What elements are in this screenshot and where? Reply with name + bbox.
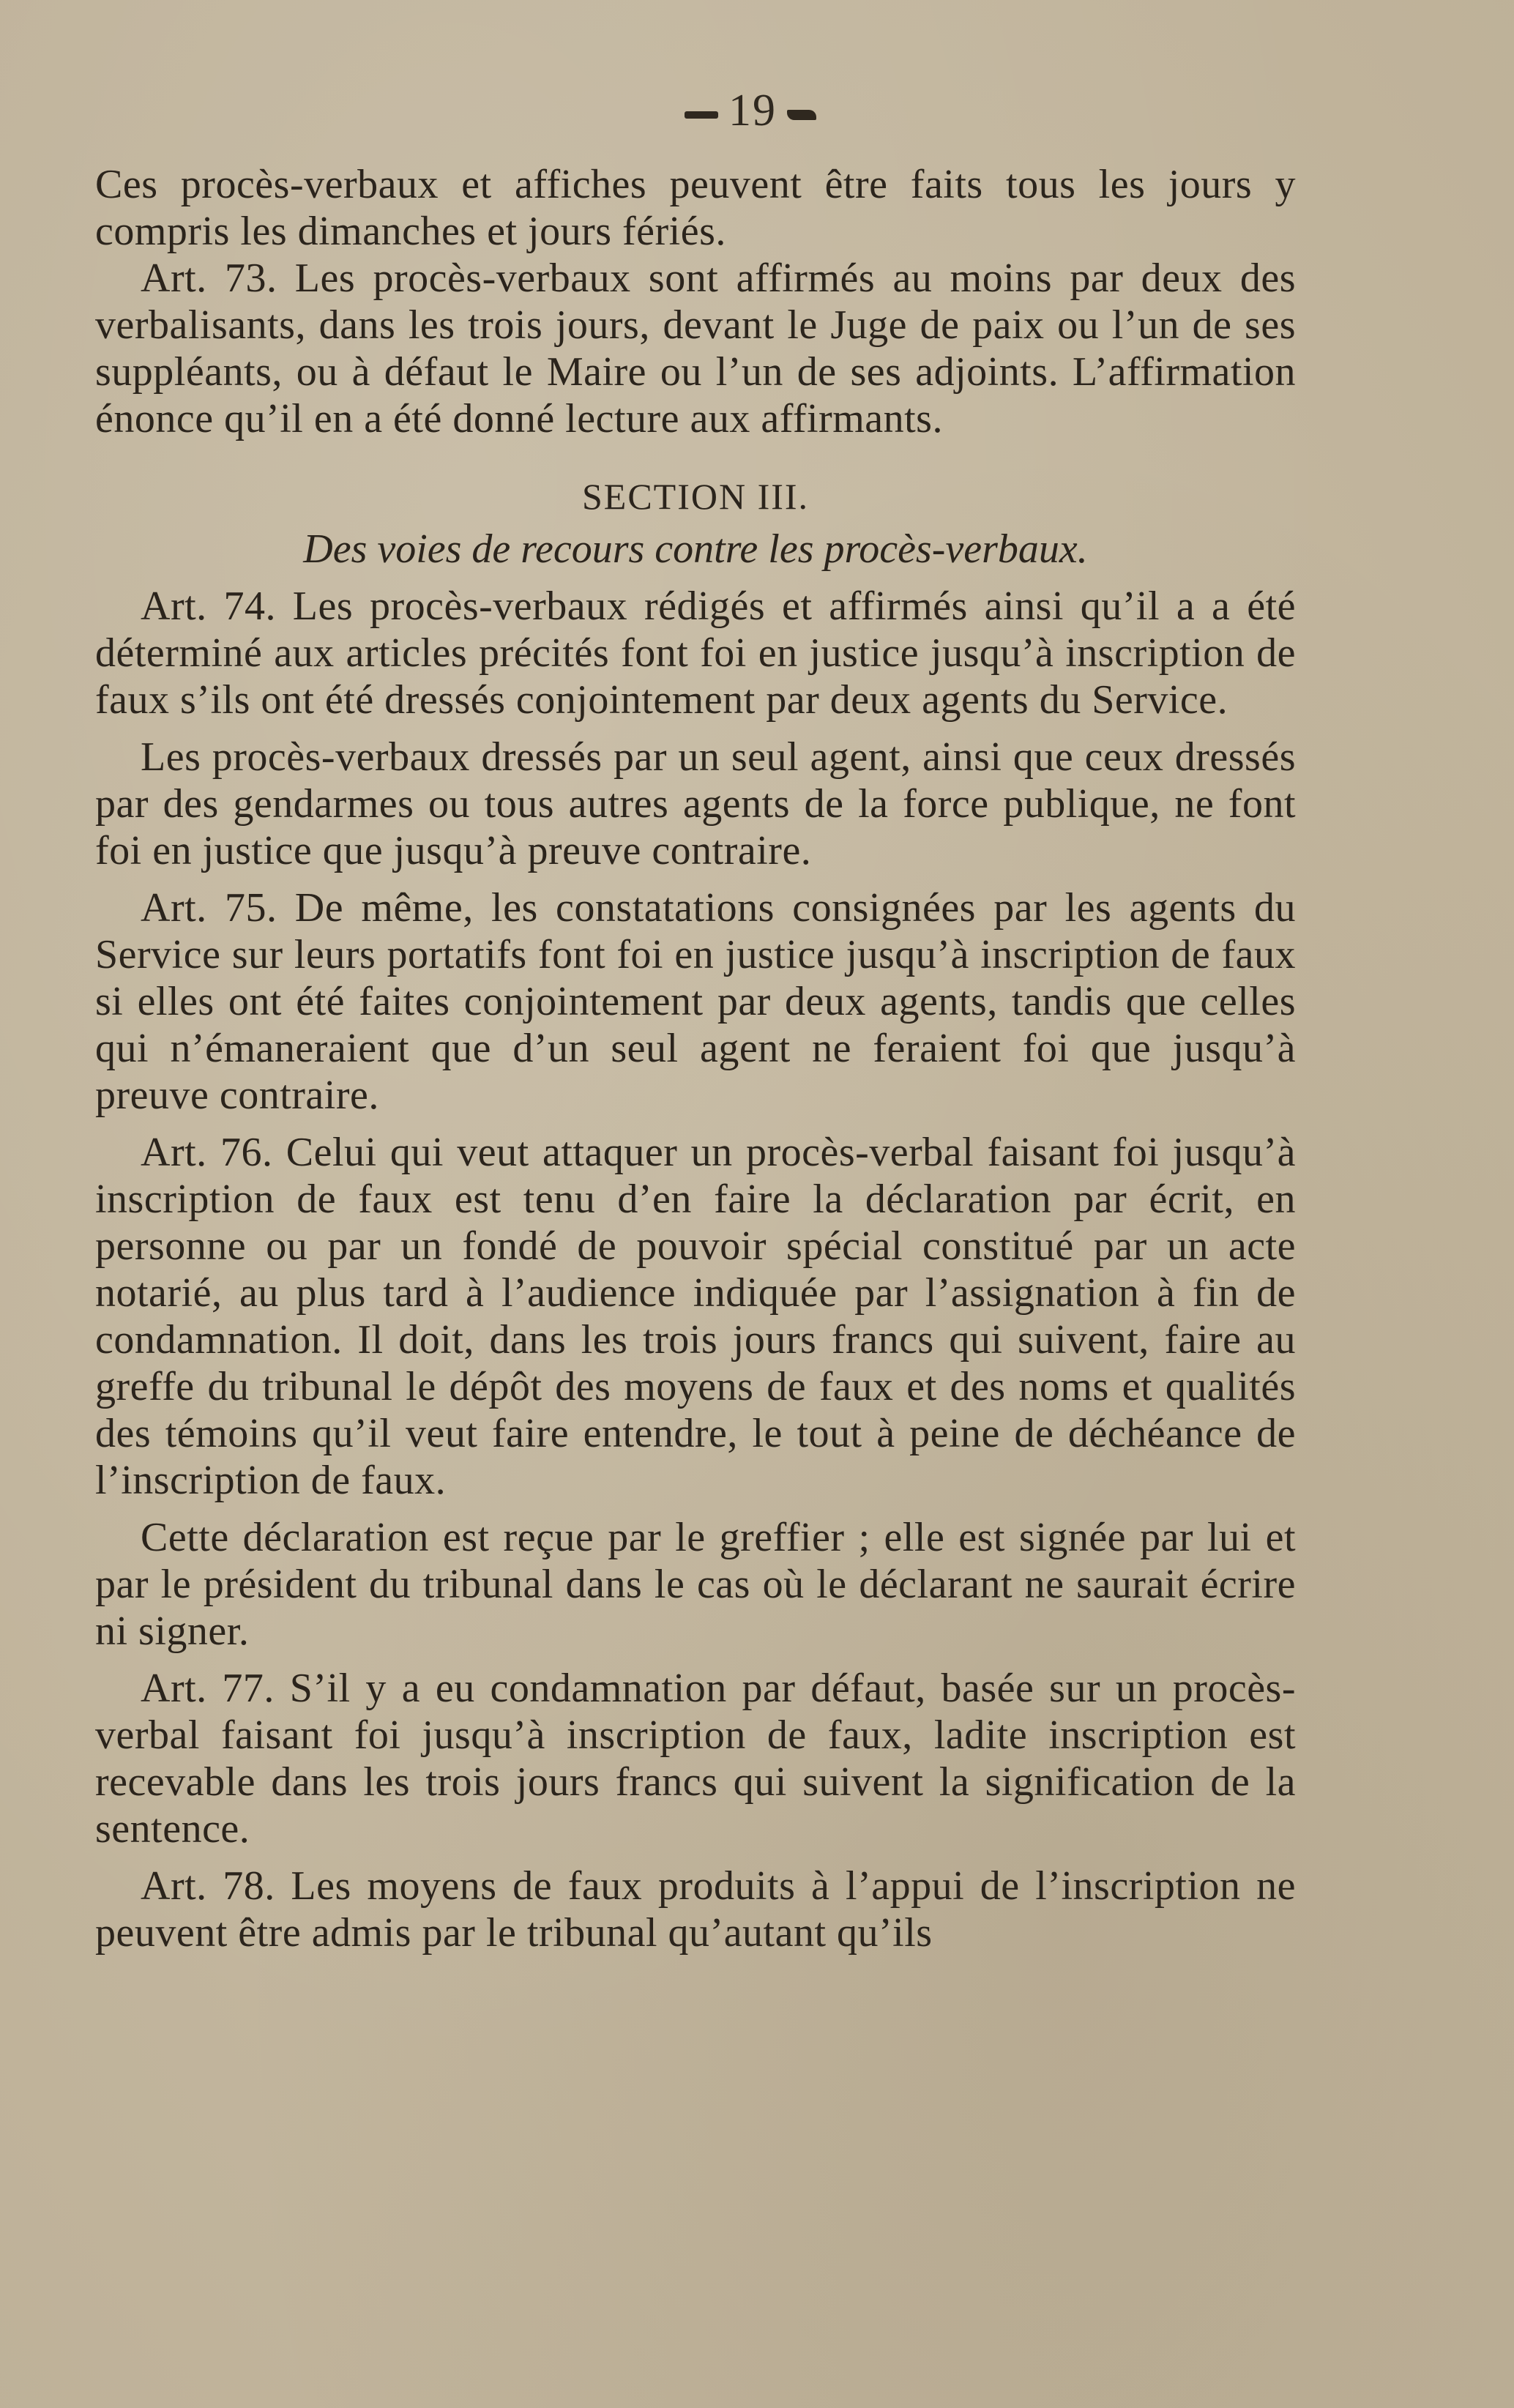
paragraph-art-74: Art. 74. Les procès-verbaux rédigés et affirmés ainsi qu’il a a été déterminé aux articles précités font foi en justice jusqu’à inscription de faux s’ils ont été dressés conjointement par deux agents du Service. [95,584,1296,723]
paragraph-art-73: Art. 73. Les procès-verbaux sont affirmés au moins par deux des verbalisants, dans les trois jours, devant le Juge de paix ou l’un de ses suppléants, ou à défaut le Maire ou l’un de ses adjoints. L’affirmation énonce qu’il en a été donné lecture aux affirmants. [95,256,1296,441]
spacer [95,1655,1296,1665]
spacer [95,874,1296,884]
paragraph-intro: Ces procès-verbaux et affiches peuvent être faits tous les jours y compris les dimanches et jours fériés. [95,162,1296,254]
page-number-header [205,88,1296,133]
paragraph-art-76: Art. 76. Celui qui veut attaquer un procès-verbal faisant foi jusqu’à inscription de faux est tenu d’en faire la déclaration par écrit, en personne ou par un fondé de pouvoir spécial constitué par un acte notarié, au plus tard à l’audience indiquée par l’assignation à fin de condamnation. Il doit, dans les trois jours francs qui suivent, faire au greffe du tribunal le dépôt des moyens de faux et des noms et qualités des témoins qu’il veut faire entendre, le tout à peine de déchéance de l’inscription de faux. [95,1130,1296,1503]
spacer [95,723,1296,734]
paragraph-art-78: Art. 78. Les moyens de faux produits à l’appui de l’inscription ne peuvent être admis par le tribunal qu’autant qu’ils [95,1863,1296,1956]
ornament-right-icon [787,110,816,120]
spacer [95,1852,1296,1863]
paragraph-art-75: Art. 75. De même, les constatations consignées par les agents du Service sur leurs portatifs font foi en justice jusqu’à inscription de faux si elles ont été faites conjointement par deux agents, tandis que celles qui n’émaneraient que d’un seul agent ne feraient foi que jusqu’à preuve contraire. [95,885,1296,1118]
paragraph-art-77: Art. 77. S’il y a eu condamnation par défaut, basée sur un procès-verbal faisant foi jusqu’à inscription de faux, ladite inscription est recevable dans les trois jours francs qui suivent la signification de la sentence. [95,1666,1296,1852]
spacer [95,1504,1296,1514]
page-content [95,88,1296,2065]
ornament-left-icon [685,111,718,119]
paragraph-art-76-cont: Cette déclaration est reçue par le greffier ; elle est signée par lui et par le président du tribunal dans le cas où le déclarant ne saurait écrire ni signer. [95,1515,1296,1654]
spacer [95,1119,1296,1129]
page-number: 19 [728,86,777,135]
section-heading: SECTION III. [581,476,810,517]
section-subtitle: Des voies de recours contre les procès-verbaux. [303,526,1088,572]
paragraph-art-74-cont: Les procès-verbaux dressés par un seul agent, ainsi que ceux dressés par des gendarmes ou tous autres agents de la force publique, ne font foi en justice que jusqu’à preuve contraire. [95,734,1296,873]
